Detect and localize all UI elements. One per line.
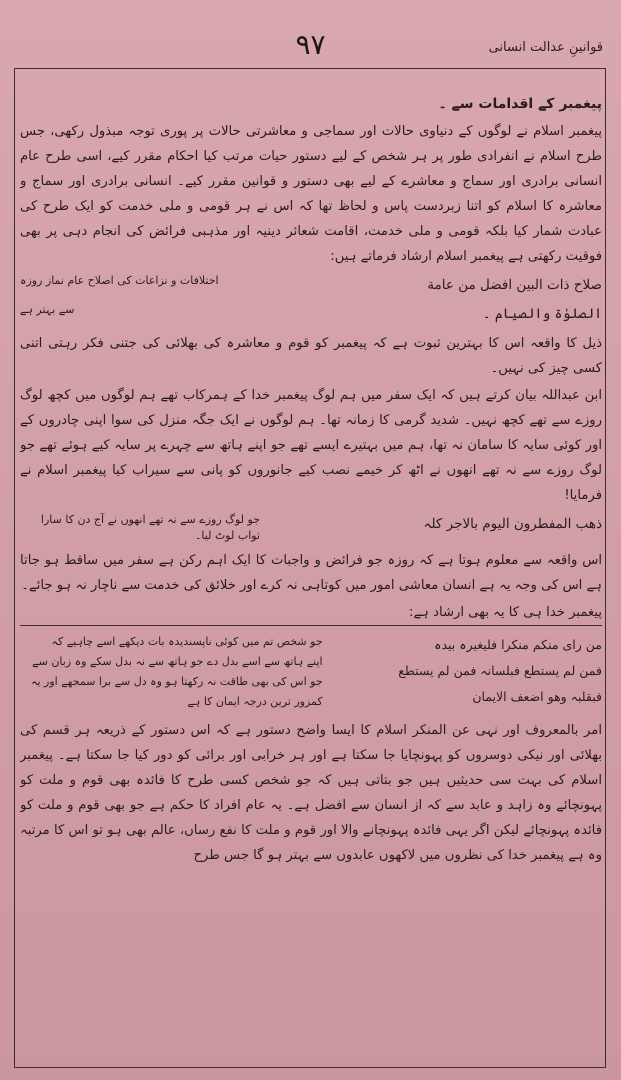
quote-1 [20, 273, 602, 298]
paragraph-2: ذیل کا واقعہ اس کا بہترین ثبوت ہے کہ پیغمبر کو قوم و معاشرہ کی بھلائی کی جتنی فکر رہتی اتنی کسی چیز کی نہیں۔ [20, 336, 602, 376]
hadith-block [20, 632, 602, 712]
hadith-gloss-2: اپنے ہاتھ سے اسے بدل دے جو ہاتھ سے نہ بدل سکے وہ زبان سے [32, 655, 323, 668]
paragraph-1: پیغمبر اسلام نے لوگوں کے دنیاوی حالات اور سماجی و معاشرتی حالات پر پوری توجہ مبذول رکھی، جس طرح اسلام نے انفرادی طور پر ہر شخص کے لیے دستور حیات مرتب کیا احکام مقرر کیے، اسی طرح عام انسانی برادری اور سماج و معاشرے کے لیے بھی دستور و قوانین مقرر کیے۔ انسانی برادری اور سماج و معاشرہ کا اسلام کو اتنا زبردست پاس و لحاظ تھا کہ اس نے ہر قومی و ملی خدمت کو ایک طرح کی عبادت شمار کیا بلکہ قومی و ملی خدمت، اقامت شعائر دینیہ اور مذہبی فرائض کی انجام دہی پر بھی فوقیت رکھتی ہے پیغمبر اسلام ارشاد فرماتے ہیں: [20, 124, 602, 264]
quote-1-gloss: اختلافات و نزاعات کی اصلاح عام نماز روزہ [20, 274, 219, 287]
hadith-gloss-1: جو شخص تم میں کوئی ناپسندیدہ بات دیکھے اسے چاہیے کہ [51, 635, 323, 648]
page-header [12, 28, 609, 68]
quote-1-continued [20, 302, 602, 327]
paragraph-5: پیغمبر خدا ہی کا یہ بھی ارشاد ہے: [20, 600, 602, 626]
quote-1-arabic-cont: الصلوٰۃ والصیام ۔ [482, 306, 602, 322]
quote-2-gloss: جو لوگ روزے سے نہ تھے انھوں نے آج دن کا سارا ثواب لوٹ لیا۔ [40, 513, 260, 542]
quote-1-gloss-cont: سے بہتر ہے [20, 303, 75, 316]
quote-1-arabic: صلاح ذات البین افضل من عامة [427, 277, 602, 293]
quote-2 [20, 512, 602, 544]
paragraph-6: امر بالمعروف اور نہی عن المنکر اسلام کا ایسا واضح دستور ہے کہ اس دستور کے ذریعہ ہر قسم کی بھلائی اور نیکی دوسروں کو پہونچایا جا سکتا ہے اور ہر خرابی اور برائی کو دور کیا جا سکتا ہے۔ پیغمبر اسلام کی بہت سی حدیثیں ہیں جو بتاتی ہیں کہ جو شخص کسی طرح کا فائدہ بھی قوم و ملت کو پہونچائے وہ زاہد و عابد سے کہ از انسان سے افضل ہے۔ یہ عام افراد کا حکم ہے جو بھی قوم و ملت کو فائدہ پہونچائے لیکن اگر یہی فائدہ پہونچانے والا اور قوم و ملت کا نفع رساں، عالم بھی ہو تو اس کا مرتبہ وہ ہے پیغمبر خدا کی نظروں میں لاکھوں عابدوں سے بہتر ہو گا جس طرح [20, 723, 602, 863]
page-number: ۹۷ [295, 28, 326, 61]
hadith-line-3: فبقلبہ وھو اضعف الایمان [472, 689, 602, 704]
section-heading: پیغمبر کے اقدامات سے ۔ [438, 96, 602, 112]
hadith-arabic [340, 632, 602, 712]
paragraph-3: ابن عبداللہ بیان کرتے ہیں کہ ایک سفر میں ہم لوگ پیغمبر خدا کے ہمرکاب تھے ہم لوگوں میں کچھ لوگ روزے سے تھے کچھ نہیں۔ شدید گرمی کا زمانہ تھا۔ ہم لوگوں نے ایک جگہ منزل کی سوا اپنی چادروں کے اور کوئی سایہ کا سامان نہ تھا، ہم میں بہتیرے ایسے تھے جو اپنے ہاتھ سے چہرے پر سایہ کیے ہوئے تھے جو لوگ روزے سے نہ تھے انھوں نے اٹھ کر خیمے نصب کیے جانوروں کو پانی سے سیراب کیا پیغمبر اسلام نے فرمایا! [20, 388, 602, 503]
page-body [20, 92, 602, 1060]
hadith-gloss-3: جو اس کی بھی طاقت نہ رکھتا ہو وہ دل سے برا سمجھے اور یہ کمزور ترین درجہ ایمان کا ہے [31, 675, 323, 708]
quote-2-arabic: ذھب المفطرون الیوم بالاجر کلہ [423, 516, 602, 532]
hadith-translation [20, 632, 323, 712]
hadith-line-2: فمن لم یستطع فبلسانہ فمن لم یستطع [398, 663, 602, 678]
running-title: قوانینِ عدالت انسانی [488, 40, 603, 55]
paragraph-4: اس واقعہ سے معلوم ہوتا ہے کہ روزہ جو فرائض و واجبات کا ایک اہم رکن ہے سفر میں ساقط ہو جاتا ہے اس کی وجہ یہ ہے انسان معاشی امور میں کوتاہی نہ کرے اور خلائق کی خدمت سے ناچار نہ ہو جائے۔ [20, 553, 602, 593]
hadith-line-1: من رای منکم منکرا فلیغیرہ بیدہ [434, 637, 602, 652]
